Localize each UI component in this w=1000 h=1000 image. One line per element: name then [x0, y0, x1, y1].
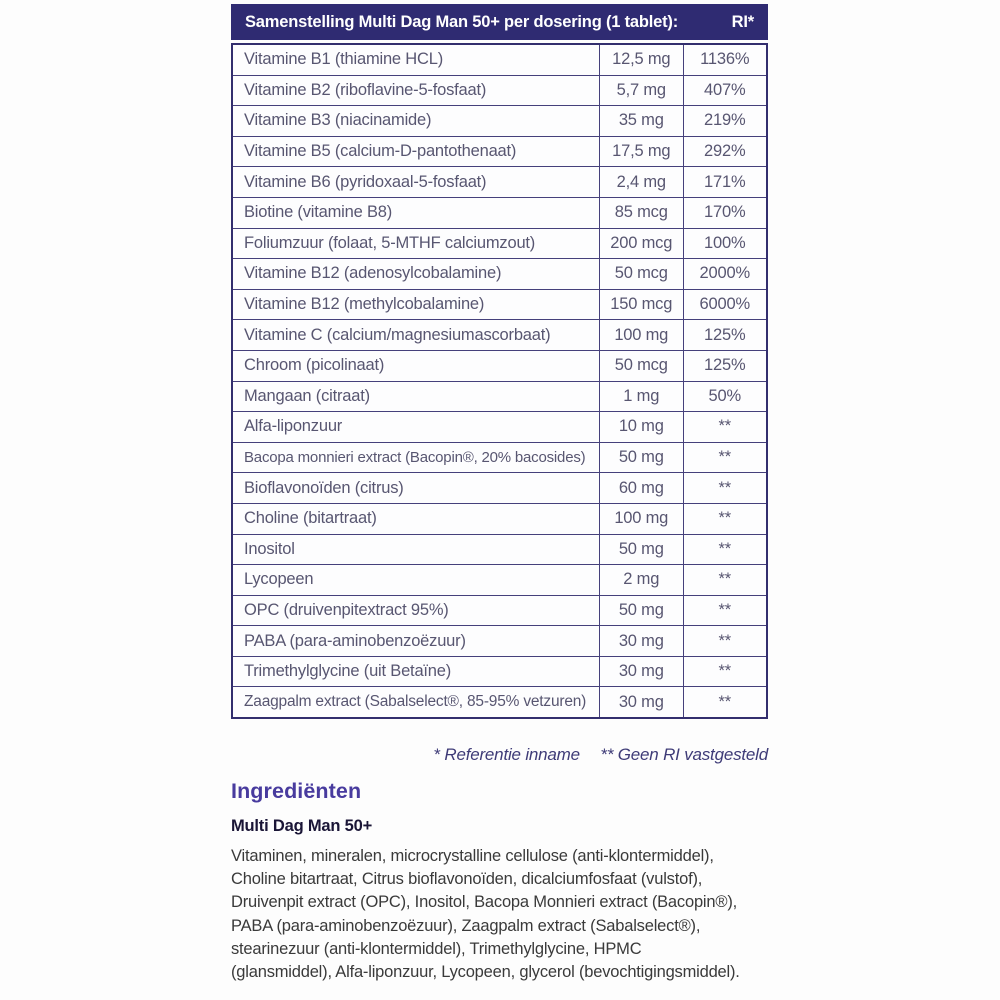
table-row: [233, 564, 766, 595]
ingredient-amount: 1 mg: [599, 382, 683, 412]
ingredient-name: Alfa-liponzuur: [244, 417, 343, 436]
ingredient-name: Mangaan (citraat): [244, 386, 370, 405]
table-row: [233, 289, 766, 320]
table-row: [233, 350, 766, 381]
ingredient-ri: 407%: [683, 76, 767, 106]
ingredient-name: Bacopa monnieri extract (Bacopin®, 20% bacosides): [244, 449, 586, 467]
ingredient-name: Vitamine B1 (thiamine HCL): [244, 50, 443, 69]
table-row: [233, 503, 766, 534]
ingredient-amount: 50 mg: [599, 535, 683, 565]
ingredients-heading: Ingrediënten: [231, 779, 362, 803]
table-row: [233, 381, 766, 412]
ingredient-name: Zaagpalm extract (Sabalselect®, 85-95% vetzuren): [244, 693, 587, 711]
ingredient-ri: 170%: [683, 198, 767, 228]
ingredient-ri: **: [683, 504, 767, 534]
ingredient-ri: 1136%: [683, 45, 767, 75]
ingredient-amount: 12,5 mg: [599, 45, 683, 75]
table-row: [233, 656, 766, 687]
table-row: [233, 75, 766, 106]
ingredient-amount: 5,7 mg: [599, 76, 683, 106]
ingredient-amount: 2 mg: [599, 565, 683, 595]
ingredients-line: Druivenpit extract (OPC), Inositol, Bacopa Monnieri extract (Bacopin®),: [231, 893, 737, 912]
ingredients-line: Choline bitartraat, Citrus bioflavonoïden, dicalciumfosfaat (vulstof),: [231, 870, 703, 889]
ingredient-name: Biotine (vitamine B8): [244, 203, 393, 222]
ingredient-name: Inositol: [244, 539, 295, 558]
ingredient-name: Foliumzuur (folaat, 5-MTHF calciumzout): [244, 233, 536, 252]
ingredient-amount: 50 mcg: [599, 351, 683, 381]
ingredient-ri: **: [683, 657, 767, 687]
ingredient-ri: **: [683, 626, 767, 656]
ingredient-ri: 219%: [683, 106, 767, 136]
table-row: [233, 228, 766, 259]
table-row: [233, 625, 766, 656]
ingredient-name: Vitamine B2 (riboflavine-5-fosfaat): [244, 80, 487, 99]
footnote: [231, 745, 768, 765]
table-row: [233, 136, 766, 167]
ingredient-amount: 30 mg: [599, 626, 683, 656]
ingredient-ri: **: [683, 535, 767, 565]
ingredient-ri: **: [683, 443, 767, 473]
ingredients-line: PABA (para-aminobenzoëzuur), Zaagpalm extract (Sabalselect®),: [231, 916, 701, 935]
ingredient-amount: 10 mg: [599, 412, 683, 442]
ingredient-name: Vitamine B3 (niacinamide): [244, 111, 432, 130]
ingredient-ri: 6000%: [683, 290, 767, 320]
composition-table: [231, 4, 768, 719]
ingredient-name: Vitamine B12 (adenosylcobalamine): [244, 264, 502, 283]
table-row: [233, 105, 766, 136]
ingredient-ri: 125%: [683, 351, 767, 381]
ingredient-amount: 50 mcg: [599, 259, 683, 289]
ingredient-amount: 85 mcg: [599, 198, 683, 228]
table-title: Samenstelling Multi Dag Man 50+ per dosering (1 tablet):: [245, 12, 679, 31]
product-name: Multi Dag Man 50+: [231, 817, 372, 835]
ingredient-name: Chroom (picolinaat): [244, 356, 385, 375]
ingredient-name: Vitamine C (calcium/magnesiumascorbaat): [244, 325, 551, 344]
table-row: [233, 534, 766, 565]
ingredient-amount: 50 mg: [599, 443, 683, 473]
footnote-reference-intake: * Referentie inname: [433, 745, 580, 764]
ingredient-ri: 125%: [683, 320, 767, 350]
footnote-no-ri: ** Geen RI vastgesteld: [600, 745, 768, 764]
ingredient-name: OPC (druivenpitextract 95%): [244, 600, 449, 619]
ingredients-line: stearinezuur (anti-klontermiddel), Trimethylglycine, HPMC: [231, 939, 642, 958]
ingredient-name: Lycopeen: [244, 570, 314, 589]
table-row: [233, 442, 766, 473]
ri-column-header: RI*: [731, 12, 754, 31]
ingredient-amount: 30 mg: [599, 687, 683, 717]
ingredient-amount: 60 mg: [599, 473, 683, 503]
ingredient-ri: 171%: [683, 167, 767, 197]
table-row: [233, 166, 766, 197]
ingredient-amount: 100 mg: [599, 504, 683, 534]
ingredient-name: Vitamine B6 (pyridoxaal-5-fosfaat): [244, 172, 487, 191]
ingredient-ri: 2000%: [683, 259, 767, 289]
ingredient-name: PABA (para-aminobenzoëzuur): [244, 631, 466, 650]
ingredient-amount: 2,4 mg: [599, 167, 683, 197]
ingredient-amount: 100 mg: [599, 320, 683, 350]
ingredient-ri: 292%: [683, 137, 767, 167]
ingredient-amount: 150 mcg: [599, 290, 683, 320]
ingredients-line: Vitaminen, mineralen, microcrystalline cellulose (anti-klontermiddel),: [231, 847, 714, 865]
table-header: [231, 4, 768, 40]
ingredient-amount: 35 mg: [599, 106, 683, 136]
ingredient-name: Vitamine B5 (calcium-D-pantothenaat): [244, 142, 517, 161]
ingredient-name: Bioflavonoïden (citrus): [244, 478, 404, 497]
ingredient-ri: **: [683, 687, 767, 717]
table-row: [233, 472, 766, 503]
table-row: [233, 45, 766, 75]
ingredient-ri: 50%: [683, 382, 767, 412]
ingredient-ri: 100%: [683, 229, 767, 259]
table-row: [233, 686, 766, 717]
ingredient-name: Choline (bitartraat): [244, 509, 377, 528]
ingredient-ri: **: [683, 596, 767, 626]
table-body: [231, 43, 768, 719]
ingredients-line: (glansmiddel), Alfa-liponzuur, Lycopeen, glycerol (bevochtigingsmiddel).: [231, 963, 740, 982]
table-row: [233, 411, 766, 442]
ingredient-amount: 17,5 mg: [599, 137, 683, 167]
ingredient-amount: 50 mg: [599, 596, 683, 626]
ingredient-ri: **: [683, 565, 767, 595]
ingredient-amount: 200 mcg: [599, 229, 683, 259]
ingredient-ri: **: [683, 473, 767, 503]
ingredient-ri: **: [683, 412, 767, 442]
ingredient-name: Trimethylglycine (uit Betaïne): [244, 662, 452, 681]
table-row: [233, 319, 766, 350]
table-row: [233, 258, 766, 289]
ingredient-name: Vitamine B12 (methylcobalamine): [244, 295, 485, 314]
table-row: [233, 197, 766, 228]
ingredient-amount: 30 mg: [599, 657, 683, 687]
table-row: [233, 595, 766, 626]
ingredients-text: [231, 845, 801, 984]
